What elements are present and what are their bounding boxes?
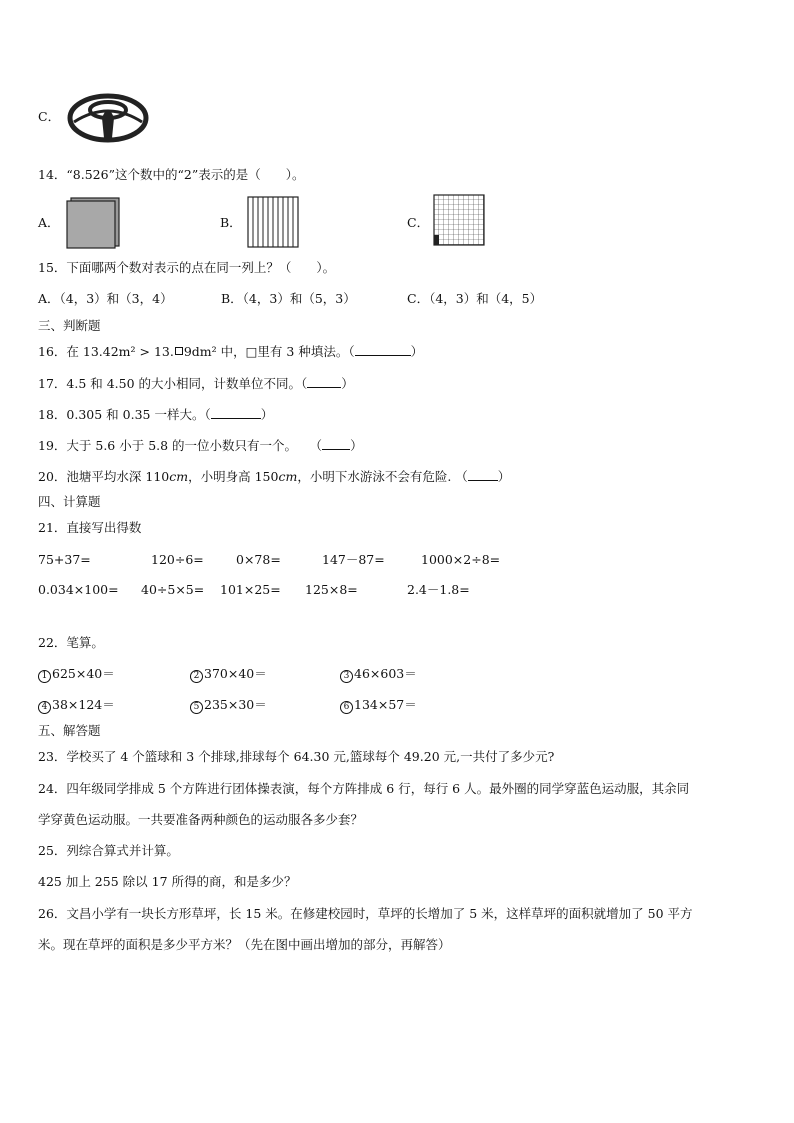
q13-option-c-label[interactable]: C． [38,109,61,124]
shaded-square-icon[interactable] [65,196,123,250]
q21-item: 0×78= [236,552,281,567]
section-5-heading: 五、解答题 [38,723,101,738]
q15-option-c[interactable]: C．（4，3）和（4，5） [407,291,543,306]
q21-title: 21．直接写出得数 [38,520,142,535]
q22-item: 6 134×57＝ [340,697,417,714]
q20-text: 20．池塘平均水深 110cm，小明身高 150cm，小明下水游泳不会有危险. （ ） [38,469,511,484]
q21-item: 75+37= [38,552,91,567]
q22-item: 4 38×124＝ [38,697,115,714]
q16-answer-blank[interactable] [355,343,411,356]
q21-item: 120÷6= [151,552,204,567]
q21-item: 40÷5×5= [141,582,205,597]
q17-answer-blank[interactable] [307,375,341,388]
circled-number: 2 [190,670,203,683]
q24-line-1: 24．四年级同学排成 5 个方阵进行团体操表演，每个方阵排成 6 行，每行 6 人。最外圈的同学穿蓝色运动服，其余同 [38,781,690,796]
q21-item: 0.034×100= [38,582,119,597]
q15-text: 15．下面哪两个数对表示的点在同一列上？（ ）。 [38,260,336,275]
square-box-icon [175,347,183,355]
q16-text: 16．在 13.42m² > 13. 9dm² 中，□里有 3 种填法。（ ） [38,344,424,359]
q26-line-1: 26．文昌小学有一块长方形草坪，长 15 米。在修建校园时，草坪的长增加了 5 米，这样草坪的面积就增加了 50 平方 [38,906,693,921]
q22-item: 3 46×603＝ [340,666,417,683]
circled-number: 3 [340,670,353,683]
q18-text: 18．0.305 和 0.35 一样大。（ ） [38,407,274,422]
q15-option-b[interactable]: B．（4，3）和（5，3） [221,291,356,306]
q14-option-c-label[interactable]: C． [407,215,430,230]
q25-line-1: 25．列综合算式并计算。 [38,843,179,858]
circled-number: 1 [38,670,51,683]
q25-line-2: 425 加上 255 除以 17 所得的商，和是多少？ [38,874,297,889]
q14-option-a-label[interactable]: A． [38,215,60,230]
q19-answer-blank[interactable] [322,437,350,450]
q26-line-2: 米。现在草坪的面积是多少平方米？（先在图中画出增加的部分，再解答） [38,937,451,952]
q24-line-2: 学穿黄色运动服。一共要准备两种颜色的运动服各多少套？ [38,812,364,827]
grid-square-icon[interactable] [433,194,489,248]
q14-option-b-label[interactable]: B． [220,215,242,230]
q18-answer-blank[interactable] [211,406,261,419]
q21-item: 2.4－1.8= [407,582,470,597]
q21-item: 1000×2÷8= [421,552,501,567]
q22-item: 5 235×30＝ [190,697,267,714]
q19-text: 19．大于 5.6 小于 5.8 的一位小数只有一个。 （ ） [38,438,363,453]
circled-number: 5 [190,701,203,714]
striped-square-icon[interactable] [247,196,301,248]
toyota-logo-icon [66,92,150,144]
q17-text: 17．4.5 和 4.50 的大小相同，计数单位不同。（ ） [38,376,354,391]
q22-item: 1 625×40＝ [38,666,115,683]
q22-item: 2 370×40＝ [190,666,267,683]
q21-item: 125×8= [305,582,358,597]
q21-item: 101×25= [220,582,281,597]
section-3-heading: 三、判断题 [38,318,101,333]
q21-item: 147－87= [322,552,385,567]
circled-number: 6 [340,701,353,714]
section-4-heading: 四、计算题 [38,494,101,509]
q14-text: 14．“8.526”这个数中的“2”表示的是（ ）。 [38,167,305,182]
q20-answer-blank[interactable] [468,468,498,481]
q15-option-a[interactable]: A．（4，3）和（3，4） [38,291,173,306]
q23-text: 23．学校买了 4 个篮球和 3 个排球,排球每个 64.30 元,篮球每个 49.20 元,一共付了多少元? [38,749,555,764]
circled-number: 4 [38,701,51,714]
q22-title: 22．笔算。 [38,635,104,650]
